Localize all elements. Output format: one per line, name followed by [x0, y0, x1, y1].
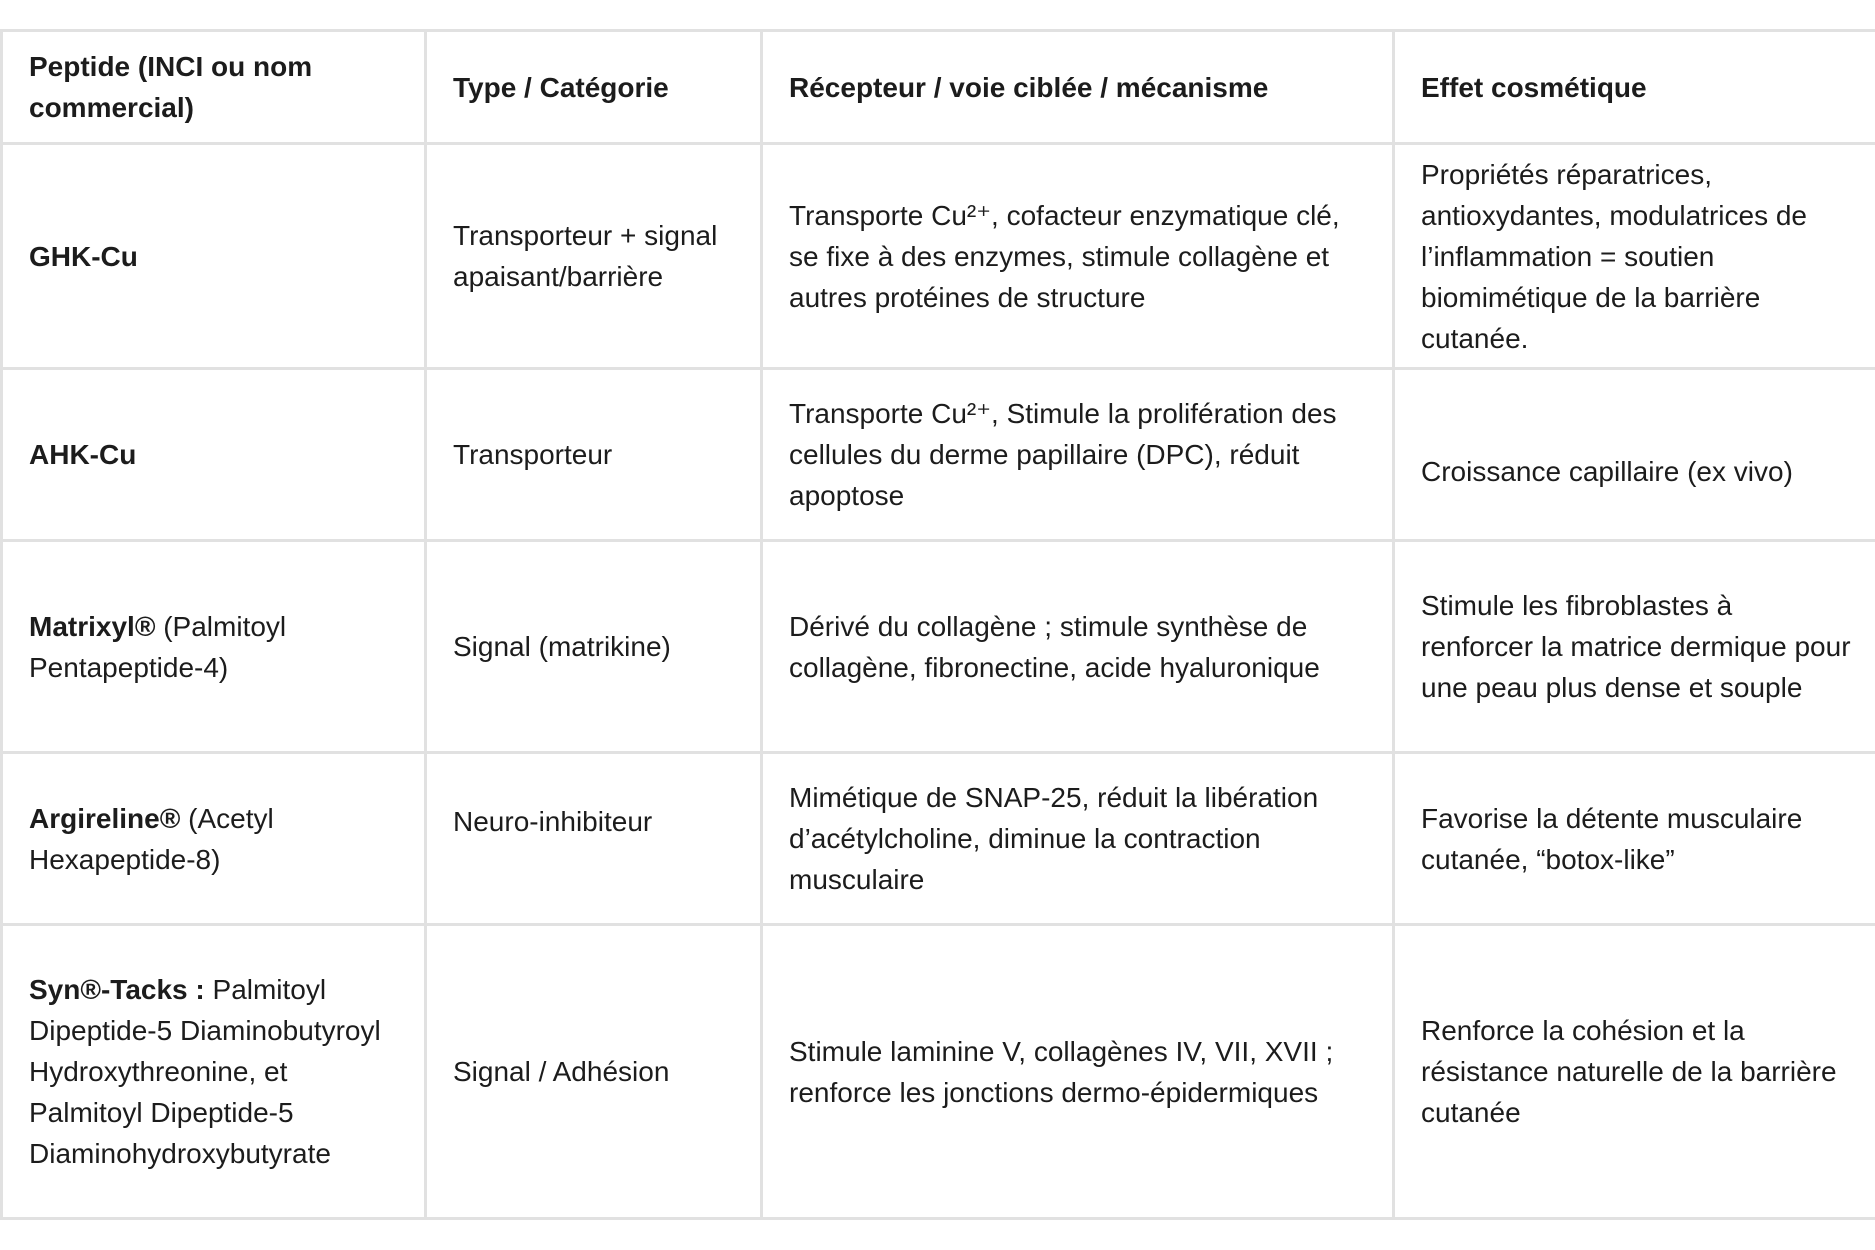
cell-type: Signal / Adhésion: [426, 925, 762, 1219]
cell-type: Neuro-inhibiteur: [426, 753, 762, 925]
peptide-inci: (Acetyl Hexapeptide-8): [29, 802, 274, 875]
cell-effect: Stimule les fibroblastes à renforcer la matrice dermique pour une peau plus dense et souple: [1394, 541, 1875, 753]
peptide-name: Matrixyl®: [29, 610, 156, 642]
peptide-table: [0, 29, 1875, 1220]
header-peptide: Peptide (INCI ou nom commercial): [2, 31, 426, 144]
header-type: Type / Catégorie: [426, 31, 762, 144]
table-row: [2, 369, 1875, 541]
peptide-name: Argireline®: [29, 802, 181, 834]
cell-type: Signal (matrikine): [426, 541, 762, 753]
cell-mechanism: Mimétique de SNAP-25, réduit la libération d’acétylcholine, diminue la contraction musculaire: [762, 753, 1394, 925]
peptide-name: Syn®-Tacks :: [29, 974, 205, 1005]
cell-effect: Favorise la détente musculaire cutanée, “botox-like”: [1394, 753, 1875, 925]
cell-type: Transporteur + signal apaisant/barrière: [426, 144, 762, 369]
table-row: [2, 925, 1875, 1219]
cell-effect: Croissance capillaire (ex vivo): [1394, 369, 1875, 541]
cell-mechanism: Dérivé du collagène ; stimule synthèse de collagène, fibronectine, acide hyaluronique: [762, 541, 1394, 753]
peptide-inci: Palmitoyl Dipeptide-5 Diaminobutyroyl Hydroxythreonine, et Palmitoyl Dipeptide-5 Diaminohydroxybutyrate: [29, 974, 381, 1169]
cell-peptide: [2, 144, 426, 369]
cell-mechanism: Transporte Cu²⁺, Stimule la prolifération des cellules du derme papillaire (DPC), réduit apoptose: [762, 369, 1394, 541]
header-mechanism: Récepteur / voie ciblée / mécanisme: [762, 31, 1394, 144]
cell-effect: Renforce la cohésion et la résistance naturelle de la barrière cutanée: [1394, 925, 1875, 1219]
cell-peptide: [2, 369, 426, 541]
cell-effect: Propriétés réparatrices, antioxydantes, modulatrices de l’inflammation = soutien biomimétique de la barrière cutanée.: [1394, 144, 1875, 369]
cell-peptide: [2, 753, 426, 925]
table-row: [2, 541, 1875, 753]
cell-peptide: [2, 541, 426, 753]
cell-mechanism: Transporte Cu²⁺, cofacteur enzymatique clé, se fixe à des enzymes, stimule collagène et autres protéines de structure: [762, 144, 1394, 369]
table-row: [2, 753, 1875, 925]
cell-peptide: [2, 925, 426, 1219]
table-header-row: [2, 31, 1875, 144]
cell-type: Transporteur: [426, 369, 762, 541]
peptide-name: AHK-Cu: [29, 439, 137, 470]
header-effect: Effet cosmétique: [1394, 31, 1875, 144]
table-row: [2, 144, 1875, 369]
peptide-inci: (Palmitoyl Pentapeptide-4): [29, 610, 287, 683]
cell-mechanism: Stimule laminine V, collagènes IV, VII, XVII ; renforce les jonctions dermo-épidermiques: [762, 925, 1394, 1219]
peptide-name: GHK-Cu: [29, 240, 138, 272]
